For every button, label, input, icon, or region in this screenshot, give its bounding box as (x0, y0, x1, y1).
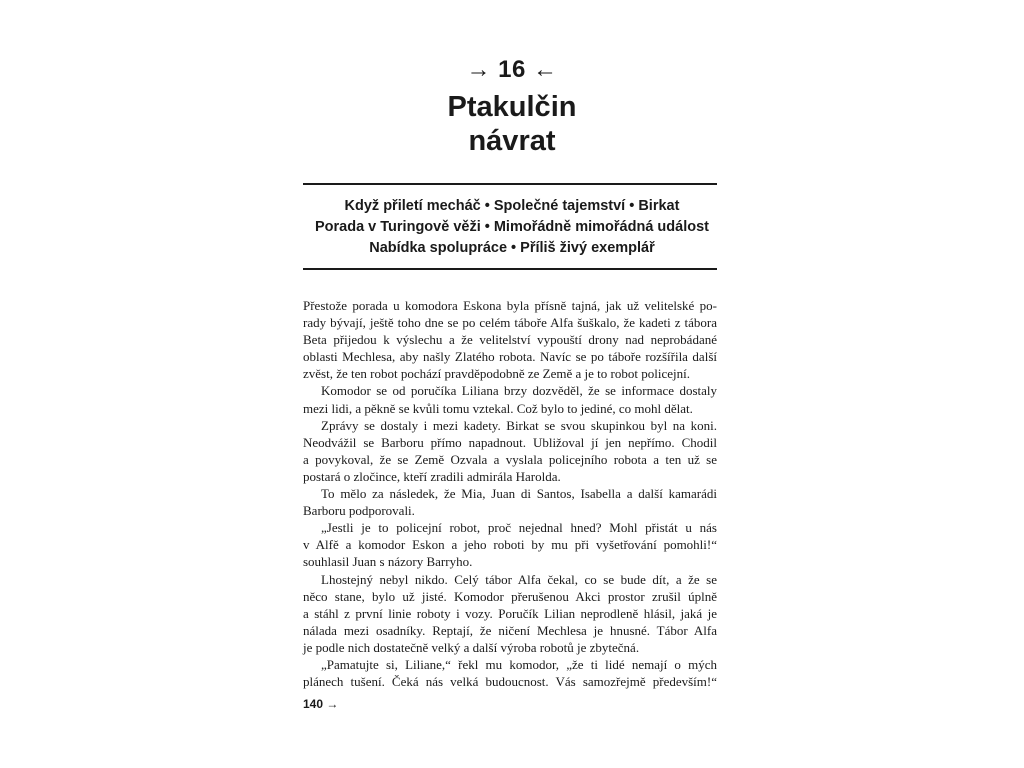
text-line: „Jestli je to policejní robot, proč nejednal hned? Mohl přistát u nás (321, 520, 717, 536)
text-line: souhlasil Juan s názory Barryho. (303, 554, 473, 570)
chapter-number: → 16 ← (466, 56, 558, 83)
text-line: „Pamatujte si, Liliane,“ řekl mu komodor, „že ti lidé nemají o mých (321, 656, 717, 672)
text-line: Barboru podporovali. (303, 503, 415, 519)
chapter-title-line-1: Ptakulčin (447, 91, 577, 123)
text-line: Zprávy se dostaly i mezi kadety. Birkat se svou skupinkou byl na koni. (321, 417, 717, 433)
page-number: 140 → (303, 697, 339, 711)
summary-line-1: Když přiletí mecháč • Společné tajemství • Birkat (344, 198, 680, 214)
summary-line-3: Nabídka spolupráce • Příliš živý exemplář (369, 240, 655, 256)
text-line: postará o zločince, kteří zradili admirála Harolda. (303, 468, 561, 484)
summary-rule-top (303, 183, 717, 185)
text-line: a povykoval, že se Země Ozvala a vyslala policejního robota a ten už se (303, 451, 717, 467)
text-line: mezi lidi, a pěkně se kvůli tomu vztekal. Což bylo to jediné, co mohl dělat. (303, 400, 693, 416)
body-text (303, 297, 717, 690)
text-line: plánech tušení. Čeká nás velká budoucnost. Vás samozřejmě především!“ (303, 674, 717, 690)
chapter-summary (290, 196, 734, 259)
text-line: Lhostejný nebyl nikdo. Celý tábor Alfa čekal, co se bude dít, a že se (321, 571, 717, 587)
text-line: rady bývají, ještě toho dne se po celém táboře Alfa šuškalo, že kadeti z tábora (303, 315, 717, 331)
text-line: Beta přijedou k výslechu a že velitelství vypouští drony nad neprobádané (303, 332, 717, 348)
text-line: Neodvážil se Barboru přímo napadnout. Ubližoval jí jen nepřímo. Chodil (303, 434, 717, 450)
text-line: je podle nich dostatečně velký a další výroba robotů je zbytečná. (303, 639, 640, 655)
summary-line-2: Porada v Turingově věži • Mimořádně mimořádná událost (315, 219, 709, 235)
text-line: oblasti Mechlesa, aby našly Zlatého robota. Navíc se po táboře rozšířila další (303, 349, 717, 365)
summary-rule-bottom (303, 268, 717, 270)
text-line: nálada mezi osadníky. Reptají, že ničení Mechlesa je hnusné. Tábor Alfa (303, 622, 717, 638)
text-line: něco stane, bylo už jisté. Komodor přerušenou Akci prostor zrušil úplně (303, 588, 717, 604)
text-line: Přestože porada u komodora Eskona byla přísně tajná, jak už velitelské po- (303, 298, 717, 313)
text-line: zvěst, že ten robot pochází pravděpodobně ze Země a je to robot policejní. (303, 366, 690, 382)
text-line: v Alfě a komodor Eskon a jeho roboti by mu při vyšetřování pomohli!“ (303, 537, 717, 553)
text-line: To mělo za následek, že Mia, Juan di Santos, Isabella a další kamarádi (321, 486, 717, 502)
chapter-title-line-2: návrat (468, 125, 556, 157)
text-line: a stáhl z první linie roboty i vozy. Poručík Lilian neprodleně hlásil, jaká je (303, 605, 717, 621)
text-line: Komodor se od poručíka Liliana brzy dozvěděl, že se informace dostaly (321, 383, 717, 399)
chapter-title (0, 90, 1024, 158)
